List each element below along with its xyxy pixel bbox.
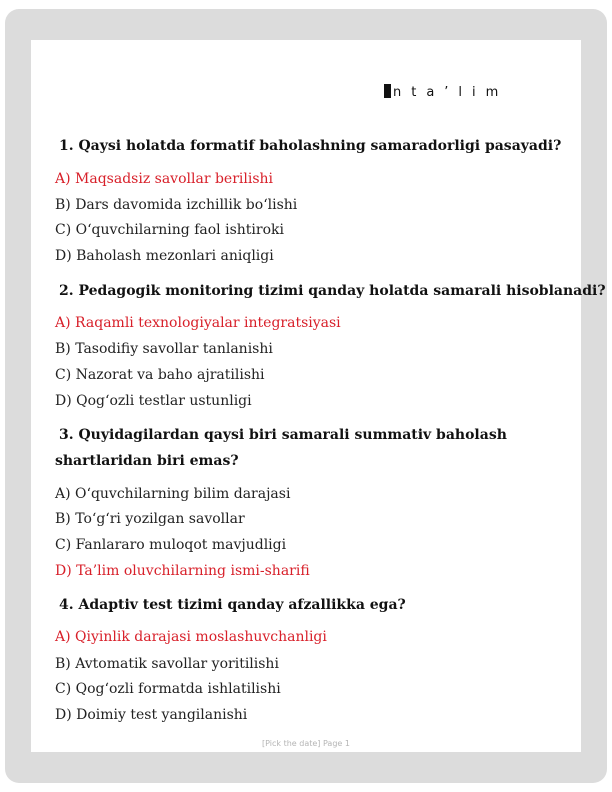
question-4-option-c: C) Qog‘ozli formatda ishlatilishi <box>55 681 281 697</box>
page-footer: [Pick the date] Page 1 <box>262 739 350 748</box>
header-text: nta’lim <box>393 85 509 100</box>
question-1-option-a: A) Maqsadsiz savollar berilishi <box>55 171 274 187</box>
question-1-option-c: C) O‘quvchilarning faol ishtiroki <box>55 222 284 238</box>
question-3-option-a: A) O‘quvchilarning bilim darajasi <box>55 486 291 502</box>
question-4-option-b: B) Avtomatik savollar yoritilishi <box>55 656 279 672</box>
question-4-option-a: A) Qiyinlik darajasi moslashuvchanligi <box>55 629 327 645</box>
question-2-option-a: A) Raqamli texnologiyalar integratsiyasi <box>55 315 341 331</box>
question-4-option-d: D) Doimiy test yangilanishi <box>55 707 248 723</box>
question-3-option-d: D) Ta’lim oluvchilarning ismi-sharifi <box>55 563 310 579</box>
question-3-title-line-1: 3. Quyidagilardan qaysi biri samarali summativ baholash <box>59 427 507 443</box>
question-1-option-b: B) Dars davomida izchillik bo‘lishi <box>55 197 298 213</box>
question-4-title: 4. Adaptiv test tizimi qanday afzallikka ega? <box>59 597 406 613</box>
header-mark-icon <box>384 84 391 98</box>
page-header <box>384 84 508 100</box>
question-2-option-d: D) Qog‘ozli testlar ustunligi <box>55 393 252 409</box>
question-2-option-b: B) Tasodifiy savollar tanlanishi <box>55 341 273 357</box>
question-3-title-line-2: shartlaridan biri emas? <box>55 453 239 469</box>
question-2-title: 2. Pedagogik monitoring tizimi qanday holatda samarali hisoblanadi? <box>59 283 606 299</box>
question-3-option-c: C) Fanlararo muloqot mavjudligi <box>55 537 287 553</box>
question-2-option-c: C) Nazorat va baho ajratilishi <box>55 367 265 383</box>
question-1-option-d: D) Baholash mezonlari aniqligi <box>55 248 274 264</box>
question-3-option-b: B) To‘g‘ri yozilgan savollar <box>55 511 245 527</box>
question-1-title: 1. Qaysi holatda formatif baholashning samaradorligi pasayadi? <box>59 138 562 154</box>
